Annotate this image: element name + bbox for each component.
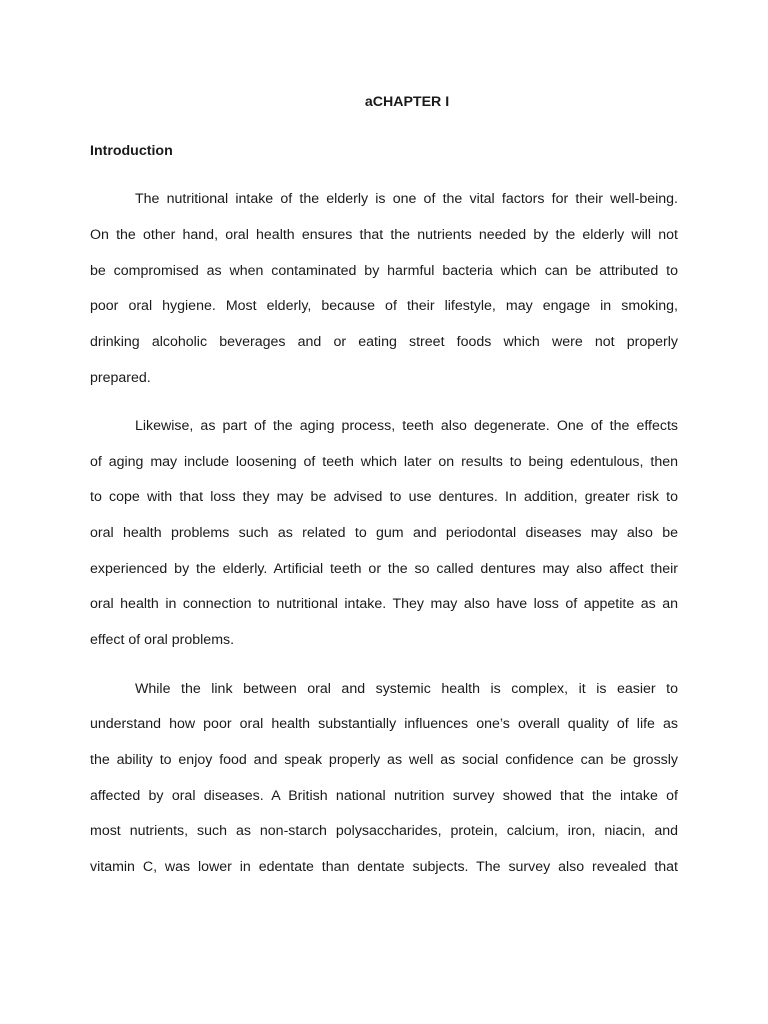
paragraph-1-line-5: drinking alcoholic beverages and or eating street foods which were not properly: [90, 334, 678, 350]
paragraph-2-line-1: Likewise, as part of the aging process, teeth also degenerate. One of the effects: [135, 418, 678, 434]
paragraph-2-line-3: to cope with that loss they may be advised to use dentures. In addition, greater risk to: [90, 489, 678, 505]
paragraph-2-line-5: experienced by the elderly. Artificial teeth or the so called dentures may also affect their: [90, 561, 678, 577]
paragraph-3-line-6: vitamin C, was lower in edentate than dentate subjects. The survey also revealed that: [90, 859, 678, 875]
paragraph-1-line-2: On the other hand, oral health ensures that the nutrients needed by the elderly will not: [90, 227, 678, 243]
paragraph-3-line-2: understand how poor oral health substantially influences one’s overall quality of life as: [90, 716, 678, 732]
section-heading: Introduction: [90, 143, 173, 159]
paragraph-1-line-4: poor oral hygiene. Most elderly, because of their lifestyle, may engage in smoking,: [90, 298, 678, 314]
paragraph-1-line-3: be compromised as when contaminated by harmful bacteria which can be attributed to: [90, 263, 678, 279]
paragraph-2-line-2: of aging may include loosening of teeth which later on results to being edentulous, then: [90, 454, 678, 470]
paragraph-2-line-7: effect of oral problems.: [90, 632, 235, 648]
paragraph-1-line-6: prepared.: [90, 370, 151, 386]
paragraph-2-line-6: oral health in connection to nutritional intake. They may also have loss of appetite as an: [90, 596, 678, 612]
paragraph-2-line-4: oral health problems such as related to gum and periodontal diseases may also be: [90, 525, 678, 541]
paragraph-3-line-4: affected by oral diseases. A British national nutrition survey showed that the intake of: [90, 788, 678, 804]
paragraph-3-line-3: the ability to enjoy food and speak properly as well as social confidence can be grossly: [90, 752, 678, 768]
paragraph-3-line-5: most nutrients, such as non-starch polysaccharides, protein, calcium, iron, niacin, and: [90, 823, 678, 839]
paragraph-3-line-1: While the link between oral and systemic health is complex, it is easier to: [135, 681, 678, 697]
paragraph-1-line-1: The nutritional intake of the elderly is one of the vital factors for their well-being.: [135, 191, 678, 207]
chapter-title: aCHAPTER I: [364, 94, 450, 110]
